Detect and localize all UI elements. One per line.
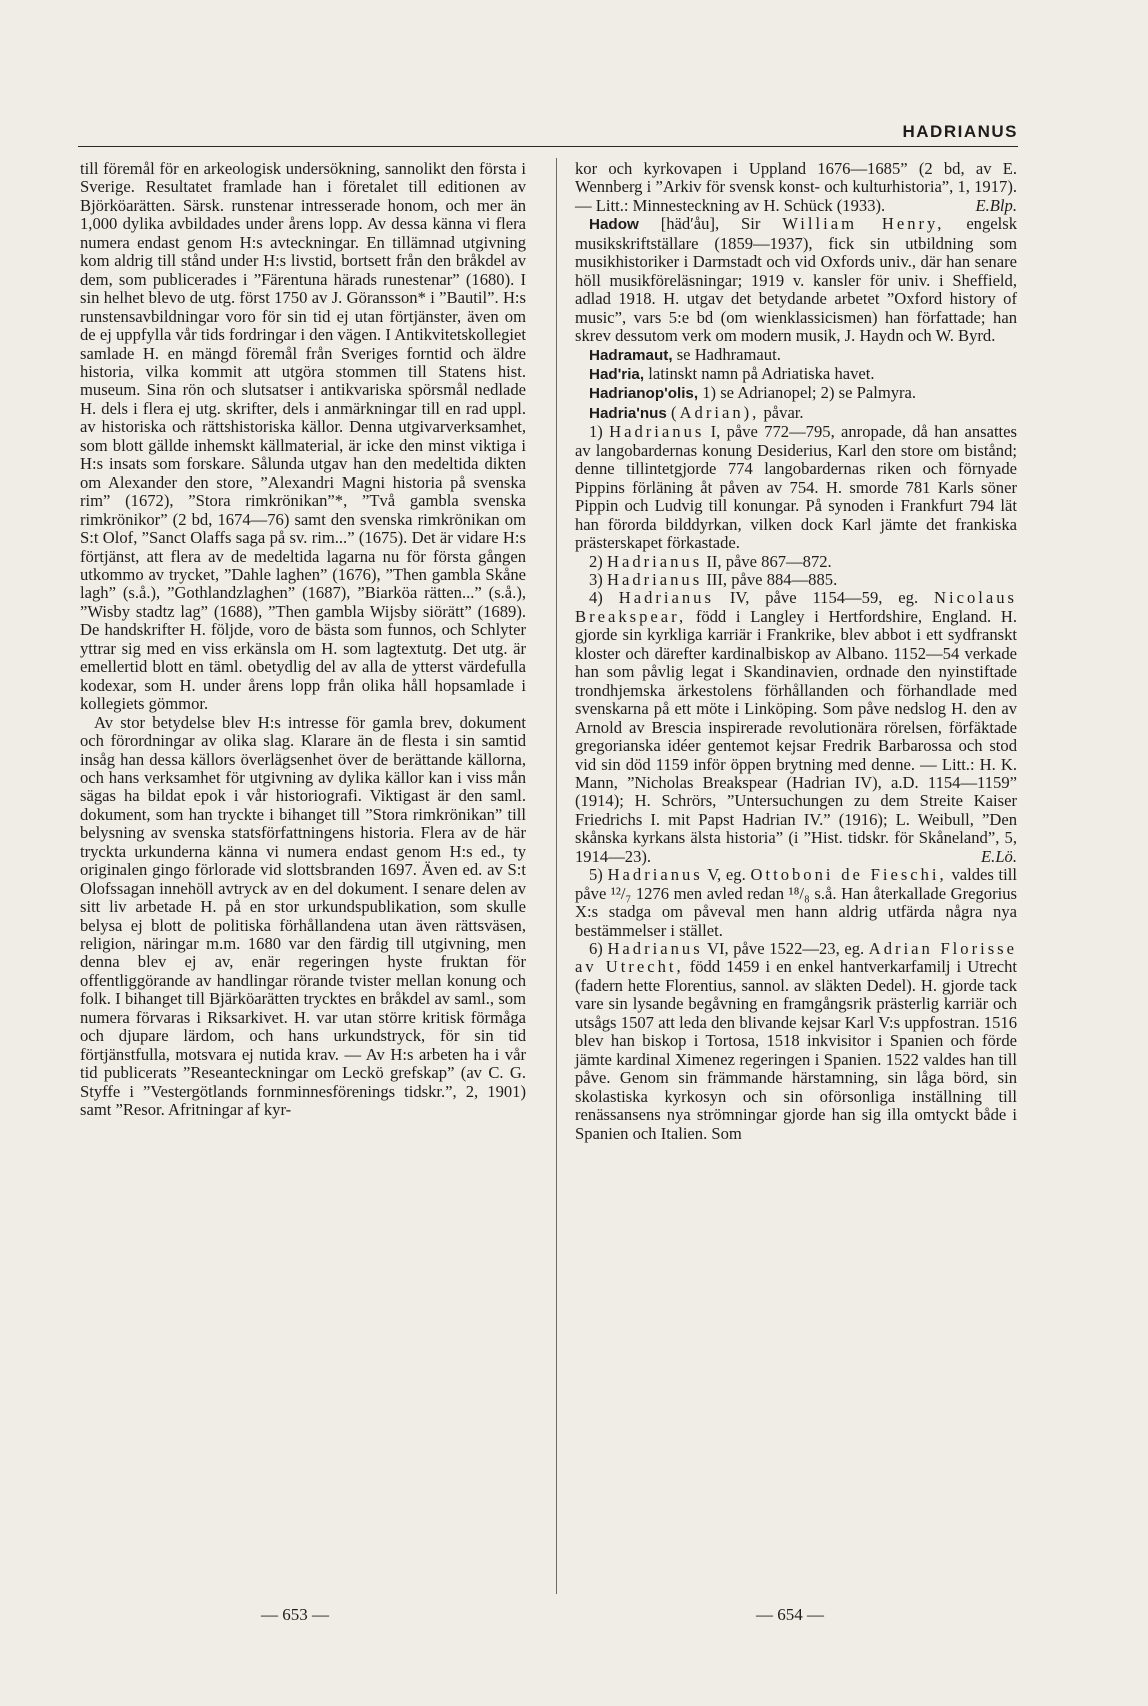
person-name: Hadrianus xyxy=(609,422,705,442)
right-column xyxy=(575,160,1017,1143)
entry-text: född i Langley i Hertfordshire, England. H. gjorde sin kyrkliga karriär i Frankrike, blev abbot i ett sydfranskt kloster och därefter kardinalbiskop av Albano. 1152—54 verkade han som påvlig legat i Skandinavien, ordnade den nyinstiftade trondhjemska ärkestolens förhållanden och förhandlade med svenskarna på ett möte i Linköping. Som påve nedslog H. den av Arnold av Brescia inspirerade revolutionära rörelsen, förfäktade gregorianska idéer gentemot kejsar Fredrik Barbarossa och stod vid sin död 1159 inför öppen brytning med denne. — Litt.: H. K. Mann, ”Nicholas Breakspear (Hadrian IV), a.D. 1154—1159” (1914); H. Schrörs, ”Untersuchungen zu dem Streite Kaiser Friedrichs I. mit Papst Hadrian IV.” (1916); L. Weibull, ”Den skånska kyrkans älsta historia” (i ”Hist. tidskr. för Skåneland”, 5, 1914—23). xyxy=(575,606,1017,866)
person-name: Hadrianus xyxy=(607,865,703,885)
headword: Hadʹria, xyxy=(589,365,645,383)
entry-hadria xyxy=(575,365,1017,384)
birth-name: Ottoboni de Fieschi, xyxy=(750,865,947,885)
entry-text: valdes till påve ¹²/₇ 1276 men avled redan ¹⁸/₈ s.å. Han återkallade Gregorius X:s stadga om påveval men hann aldrig utfärda några nya bestämmelser i stället. xyxy=(575,865,1018,940)
entry-hadramaut xyxy=(575,346,1017,365)
entry-text: se Hadhramaut. xyxy=(676,344,781,364)
sub-entry-number: 6) xyxy=(589,939,603,959)
entry-text: I, påve 772—795, anropade, då han ansattes av langobardernas konung Desiderius, Karl den store om bistånd; denne tillintetgjorde 774 langobardernas riken och förnyade Pippins förläning åt påven av 754. H. smorde 781 Karls söner Pippin och Ludvig till konungar. På synoden i Frankfurt 794 lät han förorda bilddyrkan, vilken dock Karl jämte det frankiska prästerskapet förkastade. xyxy=(575,422,1017,553)
running-header: HADRIANUS xyxy=(902,122,1018,141)
entry-text: engelsk musikskriftställare (1859—1937), fick sin utbildning som musikhistoriker i Darmstadt och vid Oxfords univ., där han senare höll musikföreläsningar; 1919 v. kansler för univ. i Sheffield, adlad 1918. H. utgav det betydande arbetet ”Oxford history of music”, vars 5:e bd (om wienklassicismen) han författade; han skrev dessutom verk om modern musik, J. Haydn och W. Byrd. xyxy=(575,214,1018,346)
author-signature: E.Lö. xyxy=(981,846,1017,866)
entry-text: latinskt namn på Adriatiska havet. xyxy=(648,363,875,383)
headword: Hadramaut, xyxy=(589,346,673,364)
entry-text: III, påve 884—885. xyxy=(706,569,838,589)
column-divider xyxy=(556,158,557,1594)
birth-name: Adrian Florisse av Utrecht, xyxy=(575,939,1018,977)
entry-text: V, eg. xyxy=(707,865,746,885)
person-name: Hadrianus xyxy=(606,551,703,571)
entry-text: IV, påve 1154—59, eg. xyxy=(729,588,919,608)
birth-name: Nicolaus Breakspear, xyxy=(575,588,1017,626)
entry-text: 1) se Adrianopel; 2) se Palmyra. xyxy=(702,383,917,403)
sub-entry-number: 3) xyxy=(589,569,603,589)
paragraph: till föremål för en arkeologisk undersökning, sannolikt den första i Sverige. Resultatet framlade han i företalet till editionen av Björköarätten. Särsk. runstenar intresserade honom, och mer än 1,000 dylika avbildades under årens lopp. Av dessa känna vi flera numera endast genom H:s avteckningar. En tillämnad utgivning kom aldrig till stånd under H:s livstid, bortsett från den bråkdel av dem, som publicerades i ”Färentuna härads runestenar” (1680). I sin helhet blevo de utg. först 1750 av J. Göransson* i ”Bautil”. H:s runstensavbildningar voro för sin tid ej utan förtjänster, även om de ej uppfylla vår tids fordringar i den vägen. I Antikvitetskollegiet samlade H. en mängd föremål från Sveriges forntid och äldre historia, vilka kommit att utgöra stommen till Statens hist. museum. Sina rön och slutsatser i antikvariska spörsmål nedlade H. dels i flera ej utg. skrifter, dels i anmärkningar till en rad uppl. av historiska och rättshistoriska källor. Denna utgivarverksamhet, som blott gällde inhemskt källmaterial, är icke den minst viktiga i H:s insats som forskare. Sålunda utgav han den medeltida dikten om Alexander den store, ”Alexandri Magni historia på svenska rim” (1672), ”Stora rimkrönikan”*, ”Två gambla svenska rimkrönikor” (2 bd, 1674—76) samt den svenska rimkrönikan om S:t Olof, ”Sanct Olaffs saga på sv. rim...” (1675). Det är vidare H:s förtjänst, att flera av de medeltida lagarna nu för första gången utkommo av trycket, ”Dahle laghen” (1676), ”Then gambla Skåne lagh” (s.å.), ”Gothlandzlaghen” (1687), ”Biarköa rätten...” (s.å.), ”Wisby stadtz lag” (1688), ”Then gambla Wijsby siörätt” (1689). De handskrifter H. följde, voro de bästa som funnos, och Schlyter yttrar sig med en viss erkänsla om H. som lagtextutg. Det utg. är emellertid blott en täml. obetydlig del av alla de ytterst värdefulla kodexar, som H. under årens lopp från olika håll hopsamlade i kollegiets gömmor. xyxy=(80,159,526,714)
entry-text: II, påve 867—872. xyxy=(706,551,832,571)
sub-entry-number: 5) xyxy=(589,865,603,885)
person-name: Hadrianus xyxy=(606,569,703,589)
person-name: William Henry, xyxy=(782,214,945,234)
person-name: Hadrianus xyxy=(618,588,714,608)
entry-text: påvar. xyxy=(763,402,804,422)
sub-entry xyxy=(575,423,1017,552)
header-rule xyxy=(78,146,1018,147)
headword: Hadrianopʹolis, xyxy=(589,385,699,403)
sub-entry xyxy=(575,940,1017,1143)
entry-text: kor och kyrkovapen i Uppland 1676—1685” (2 bd, av E. Wennberg i ”Arkiv för svensk konst- och kulturhistoria”, 1, 1917). — Litt.: Minnesteckning av H. Schück (1933). xyxy=(575,159,1017,215)
author-signature: E.Blp. xyxy=(975,195,1017,215)
sub-entry-number: 2) xyxy=(589,551,603,571)
left-column xyxy=(80,160,526,1120)
sub-entry xyxy=(575,866,1017,940)
headword: Hadow xyxy=(589,216,639,234)
sub-entry-number: 1) xyxy=(589,422,603,442)
entry-hadrianus xyxy=(575,404,1017,423)
page-number-right: — 654 — xyxy=(756,1605,824,1624)
page-number-left: — 653 — xyxy=(261,1605,329,1624)
entry-text: född 1459 i en enkel hantverkarfamilj i Utrecht (fadern hette Florentius, sannol. av släkten Dedel). H. gjorde tack vare sin lysande begåvning en framgångsrik prästerlig karriär och utsågs 1507 att leda den blivande kejsar Karl V:s uppfostran. 1516 blev han biskop i Tortosa, 1518 inkvisitor i Spanien och förde jämte kardinal Ximenez regeringen i Spanien. 1522 valdes han till påve. Genom sin främmande härstamning, sin låga börd, sin skolastiska kyrkosyn och sin oförsonliga inställning till renässansens nya strömningar gjorde han sig illa omtyckt både i Spanien och Italien. Som xyxy=(575,957,1018,1143)
sub-entry xyxy=(575,553,1017,571)
paragraph xyxy=(575,160,1017,215)
sub-entry xyxy=(575,571,1017,589)
pronunciation: [hädʹåu], Sir xyxy=(660,214,761,234)
entry-text: VI, påve 1522—23, eg. xyxy=(706,939,865,959)
alt-name: (Adrian), xyxy=(671,402,760,422)
person-name: Hadrianus xyxy=(607,939,703,959)
sub-entry xyxy=(575,589,1017,866)
paragraph: Av stor betydelse blev H:s intresse för gamla brev, dokument och förordningar av olika slag. Klarare än de flesta i sin samtid insåg han dessa källors överlägsenhet över de berättande källorna, och hans verksamhet för utgivning av dylika källor kan i viss mån sägas ha bildat epok i vår historiografi. Viktigast är den saml. dokument, som han tryckte i bihanget till ”Stora rimkrönikan” till belysning av svenska statsförfattningens historia. Flera av de här tryckta urkunderna känna vi numera endast genom H:s ed., ty originalen gingo förlorade vid slottsbranden 1697. Även ed. av S:t Olofssagan innehöll avtryck av en del dokument. I senare delen av sitt liv arbetade H. på en stor urkundspublikation, som skulle belysa ej blott de politiska förhållandena utan även rättsväsen, religion, näringar m.m. 1680 var den färdig till utgivning, men denna blev ej av, enär regeringen hyste fruktan för offentliggörande av handlingar rörande tvister mellan konung och folk. I bihanget till Bjärköarätten trycktes en bråkdel av saml., som numera förvaras i Riksarkivet. H. var utan större kritisk förmåga och djupare lärdom, och hans urkundstryck, för sin tid förtjänstfulla, motsvara ej nutida krav. — Av H:s arbeten ha i vår tid publicerats ”Reseanteckningar om Leckö grefskap” (av C. G. Styffe i ”Vestergötlands fornminnesförenings tidskr.”, 2, 1901) samt ”Resor. Afritningar af kyr- xyxy=(80,712,526,1120)
entry-hadrianopolis xyxy=(575,384,1017,403)
entry-hadow xyxy=(575,215,1017,345)
headword: Hadriaʹnus xyxy=(589,404,667,422)
sub-entry-number: 4) xyxy=(589,588,603,608)
